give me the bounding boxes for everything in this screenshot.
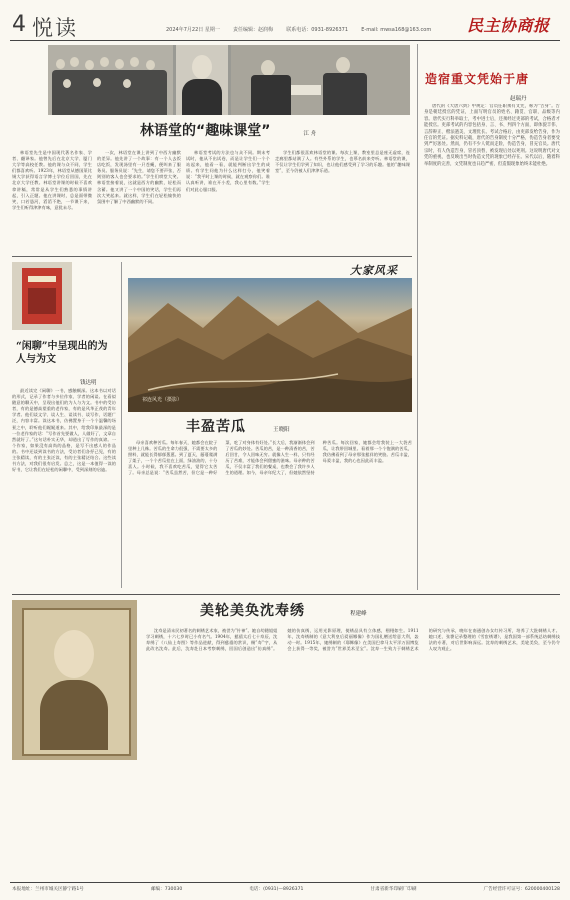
article-lin-col1-text: 林语堂先生是中国现代著名作家、学者、翻译家。他曾先后在北京大学、厦门大学等高校任教。他的课与众不同，学生们都喜欢听。1923年，林语堂从德国莱比锡大学获得语言学博士学位后回国，先在北京大学任教。林语堂讲课的时候不喜欢拿讲稿，常常是从学生们熟悉的事情讲起，引入正题。他在讲课时，总是面带微笑，口若悬河，滔滔不绝，一节课下来，学生们听得津津有味，意犹未尽。 <box>12 150 92 210</box>
article-xian-body <box>12 388 116 588</box>
article-feng-text: 母亲喜欢种苦瓜。每年春天，她都会在院子里种上几株。苦瓜的生命力很强，不需要太多的照料，就能长得郁郁葱葱。到了夏天，藤蔓爬满了架子，一个个苦瓜挂在上面，绿油油的，十分喜人。小时候，我不喜欢吃苦瓜，觉得它太苦了。母亲总是说：“苦瓜虽然苦，但它是一种好菜，吃了对身体有好处。”长大后，我渐渐体会到了苦瓜的妙处。苦瓜的苦，是一种清香的苦，苦后回甘，令人回味无穷。就像人生一样，只有经历了苦难，才能体会到甜蜜的滋味。母亲种的苦瓜，不仅丰富了我们的餐桌，也教会了我许多人生的道理。如今，母亲年纪大了，但她依然坚持种苦瓜。每次回家，她都会给我装上一大袋苦瓜，让我带回城里。看着那一个个饱满的苦瓜，我仿佛看到了母亲那张慈祥的笑脸。苦瓜丰盈，母爱丰盈，我的心也因此而丰盈。 <box>128 440 412 476</box>
mountain-landscape-photo <box>128 278 412 412</box>
xian-divider <box>121 262 122 588</box>
photo-caption: 祁连风光（摄影） <box>142 397 183 403</box>
article-lin-col-1 <box>12 150 92 250</box>
article-sheng-text: 唐代的《大唐六典》中规定：官员任职须有文凭，称为“告身”。告身是朝廷授官的凭证，上面写明官员的姓名、籍贯、官职、品级等内容。唐代实行科举取士，考中进士后，还须经过吏部的考试，合格者才能授官。吏部考试的内容包括身、言、书、判四个方面，即体貌丰伟、言辞辩正、楷法遒美、文理优长。考试合格后，由吏部发给告身，作为任官的凭证。据史料记载，唐代的告身制度十分严格，伪造告身者要受到严厉惩处。然而，仍有不少人铤而走险，伪造告身，冒充官员。唐代宗时，有人伪造告身，冒名顶替，被发现后处以死刑。这说明唐代对文凭的重视，也反映出当时伪造文凭的现象已经存在。宋代以后，随着科举制度的完善，文凭制度也日趋严密，但造假现象始终未能杜绝。 <box>424 104 560 167</box>
embroidery-portrait-photo <box>12 600 137 760</box>
article-lin-col2-text: 一次，林语堂在课上讲到了中西方幽默的差异。他先讲了一个故事：有一个人去饭店吃饭，发现汤里有一只苍蝇，便叫来了服务员。服务员说：“先生，请您不要声张，否则别的客人也会要求的。”学生们哄堂大笑。林语堂接着说，这就是西方的幽默，轻松而含蓄。他又讲了一个中国的笑话，学生们再次大笑起来。就这样，学生们在轻松愉快的氛围中了解了中西幽默的不同。 <box>97 150 181 204</box>
footer-address: 本报地址：兰州市城关区静宁路1号 <box>12 887 84 892</box>
article-feng-title <box>186 416 386 436</box>
right-col-divider <box>417 44 418 590</box>
page-number: 4 <box>12 12 26 37</box>
footer-phone: 电话：(0931)—8926371 <box>249 887 304 892</box>
masthead <box>0 0 570 40</box>
footer-license: 广告经营许可证号：620000400128 <box>483 887 560 892</box>
footer-postcode: 邮编：730030 <box>150 887 183 892</box>
date-line: 2024年7月22日 星期一 <box>166 27 220 33</box>
book-cover-photo <box>12 262 72 330</box>
footer-printer: 甘肃省新华印刷厂印刷 <box>370 887 417 892</box>
article-feng-title-text: 丰盈苦瓜 <box>186 419 246 435</box>
article-mei-body <box>146 628 560 878</box>
masthead-rule <box>10 40 560 41</box>
article-lin-col-3 <box>186 150 270 250</box>
phone-line: 联系电话：0931-8926371 <box>286 27 349 33</box>
article-mei-title <box>200 600 480 622</box>
article-feng-author: 王晓阳 <box>273 427 290 433</box>
divider-lin <box>12 256 412 257</box>
article-lin-title-text: 林语堂的“趣味课堂” <box>140 123 271 139</box>
email-line: E-mail: mwsa168@163.com <box>361 27 432 33</box>
article-lin-col-2 <box>97 150 181 250</box>
masthead-info <box>166 26 431 33</box>
article-mei-title-text: 美轮美奂沈寿绣 <box>200 603 305 619</box>
article-sheng-body <box>424 104 560 584</box>
article-sheng-title: 造宿重文凭始于唐 <box>425 72 530 86</box>
article-mei-text: 沈寿是清末民初著名的刺绣艺术家，被誉为“针神”。她自幼随姐姐学习刺绣，十六七岁时已小有名气。1904年，慈禧太后七十寿辰，沈寿绣了《八仙上寿图》等作品进献，得到慈禧的赏识，赐“寿”字，从此改名沈寿。此后，沈寿赴日本考察刺绣，回国后创造出“仿真绣”。她的仿真绣，运用光影原理，使绣品具有立体感，栩栩如生。1911年，沈寿绣制的《意大利皇后爱丽娜像》作为国礼赠送给意大利，轰动一时。1915年，她绣制的《耶稣像》在美国巴拿马太平洋万国博览会上获得一等奖，被誉为“世界美术至宝”。沈寿一生致力于刺绣艺术的研究与传承，晚年在南通创办女红传习所，培养了大批刺绣人才。她口述、张謇记录整理的《雪宦绣谱》，是我国第一部系统总结刺绣技法的专著，对后世影响深远。沈寿的刺绣艺术，美轮美奂，至今仍令人叹为观止。 <box>146 628 560 652</box>
paper-name: 民主协商报 <box>467 16 550 35</box>
article-lin-col3-text: 林语堂考试的方法也与众不同。期末考试时，他从不出试卷，而是让学生们一个个站起来，他看一看，就能判断出学生的成绩。有学生问他为什么这样打分，他笑着说：“我平时上课的时候，就在观察你们。谁认真听讲，谁在开小差，我心里有数。”学生们对此心服口服。 <box>186 150 270 192</box>
footer <box>12 886 560 892</box>
article-lin-author: 江 舟 <box>303 131 317 137</box>
editor-line: 责任编辑：赵润梅 <box>233 27 274 33</box>
group-photo <box>48 45 173 115</box>
article-lin-col-4 <box>275 150 410 250</box>
top-photo-strip <box>48 45 410 115</box>
article-lin-title <box>140 120 340 142</box>
mountain-svg <box>128 278 412 412</box>
section-title: 悦读 <box>32 16 78 40</box>
article-xian-title: “闲聊”中呈现出的为人与为文 <box>16 341 108 365</box>
portrait-photo <box>176 45 228 115</box>
article-sheng-author: 赵瑞丹 <box>510 96 527 102</box>
reading-photo <box>231 45 410 115</box>
footer-rule <box>10 882 560 883</box>
article-mei-author: 程建峰 <box>350 611 367 617</box>
article-feng-body <box>128 440 412 588</box>
article-xian-text: 最近读完《闲聊》一书，感触颇深。这本书以对话的形式，记录了作者与多位作家、学者的闲谈。在看似随意的聊天中，呈现出他们的为人与为文。书中的受访者，有的是德高望重的老作家，有的是风华正茂的青年学者。他们谈文学、谈人生、谈读书、谈写作，话题广泛，内容丰富。读这本书，仿佛置身于一个个温馨的场景之中，聆听他们娓娓道来。其中，给我印象最深的是一位老作家的话：“写作首先要做人，人做好了，文章自然就好了。”这句话朴实无华，却道出了写作的真谛。一个作家，如果没有高尚的品格，是写不出感人的作品的。书中还谈到读书的方法，受访者们各抒己见，有的主张精读，有的主张泛读，有的主张精泛结合。这些读书方法，对我们很有启发。总之，这是一本值得一读的好书，它让我们在轻松的闲聊中，受到深刻的启迪。 <box>12 388 116 473</box>
article-xian-author: 钱达明 <box>80 380 97 386</box>
divider-bottom <box>12 594 560 595</box>
article-lin-col4-text: 学生们都很喜欢林语堂的课。每次上课，教室里总是座无虚席，连走廊里都站满了人。有些外系的学生，也慕名前来旁听。林语堂的课，不仅让学生们学到了知识，也让他们感受到了学习的乐趣。他的“趣味课堂”，至今仍被人们津津乐道。 <box>275 150 410 174</box>
photo-feature-title: 大家风采 <box>350 264 398 277</box>
